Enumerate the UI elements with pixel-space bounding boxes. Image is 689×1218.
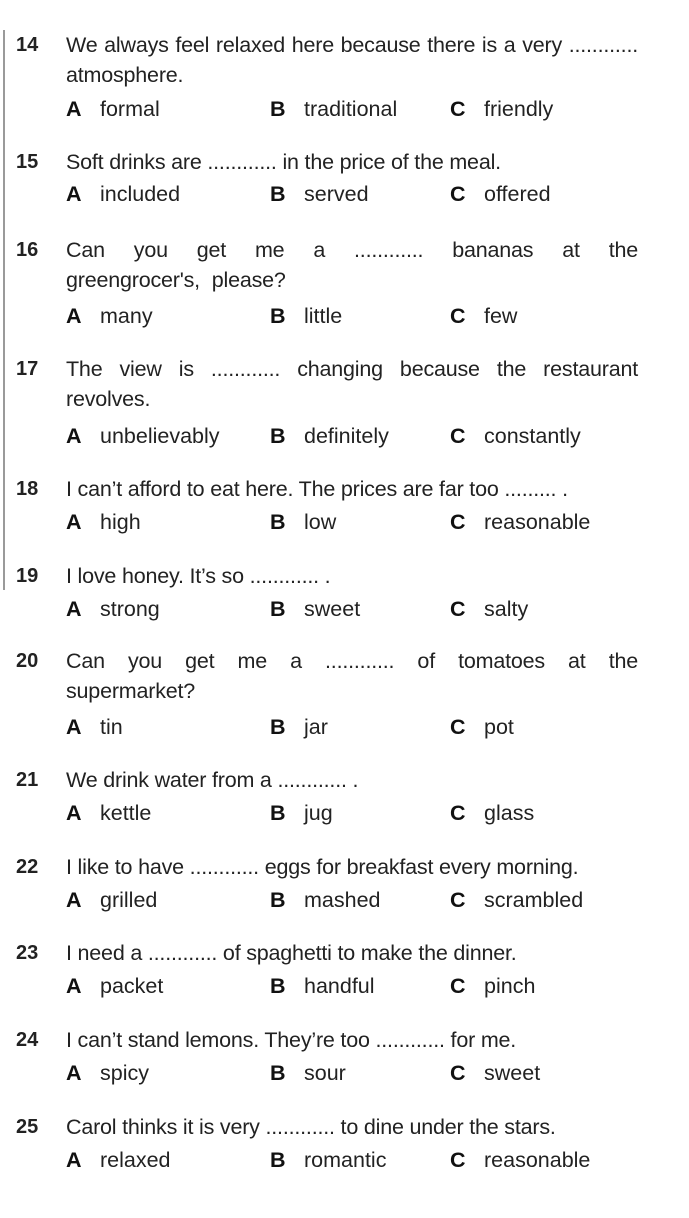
option-b[interactable]: B sour <box>270 1061 346 1085</box>
option-a[interactable]: A packet <box>66 974 164 998</box>
option-c[interactable]: C pot <box>450 715 514 739</box>
question-number: 17 <box>16 358 39 380</box>
options <box>66 301 666 331</box>
question-number: 21 <box>16 769 39 791</box>
option-c[interactable]: C constantly <box>450 424 581 448</box>
question-number: 20 <box>16 650 39 672</box>
question-text: Carol thinks it is very ............ to dine under the stars. <box>66 1115 556 1139</box>
question-number: 25 <box>16 1116 39 1138</box>
question-number: 23 <box>16 942 39 964</box>
question-text: I can’t afford to eat here. The prices are far too ......... . <box>66 477 568 501</box>
question-text: I like to have ............ eggs for breakfast every morning. <box>66 855 579 879</box>
option-a[interactable]: A kettle <box>66 801 152 825</box>
option-a[interactable]: A high <box>66 510 141 534</box>
option-b[interactable]: B definitely <box>270 424 389 448</box>
option-a[interactable]: A grilled <box>66 888 158 912</box>
options <box>66 179 666 209</box>
option-c[interactable]: C friendly <box>450 97 554 121</box>
question-number: 15 <box>16 151 39 173</box>
option-b[interactable]: B low <box>270 510 337 534</box>
options <box>66 885 666 915</box>
options <box>66 1058 666 1088</box>
option-c[interactable]: C salty <box>450 597 529 621</box>
option-b[interactable]: B little <box>270 304 343 328</box>
option-b[interactable]: B served <box>270 182 369 206</box>
option-c[interactable]: C offered <box>450 182 551 206</box>
question-text: I can’t stand lemons. They’re too ............ for me. <box>66 1028 517 1052</box>
option-a[interactable]: A strong <box>66 597 160 621</box>
question-text: Can you get me a ............ bananas at the greengrocer's, please? <box>66 238 638 292</box>
option-b[interactable]: B handful <box>270 974 375 998</box>
question-number: 19 <box>16 565 39 587</box>
option-a[interactable]: A many <box>66 304 153 328</box>
options <box>66 421 666 451</box>
question-text: Soft drinks are ............ in the price of the meal. <box>66 150 501 174</box>
options <box>66 507 666 537</box>
question-text: We always feel relaxed here because there is a very ............ atmosphere. <box>66 33 638 87</box>
question-number: 22 <box>16 856 39 878</box>
question-number: 16 <box>16 239 39 261</box>
question-number: 18 <box>16 478 39 500</box>
options <box>66 712 666 742</box>
option-c[interactable]: C glass <box>450 801 535 825</box>
question-text: We drink water from a ............ . <box>66 768 359 792</box>
option-a[interactable]: A formal <box>66 97 160 121</box>
option-b[interactable]: B traditional <box>270 97 398 121</box>
option-b[interactable]: B romantic <box>270 1148 387 1172</box>
option-c[interactable]: C reasonable <box>450 1148 591 1172</box>
options <box>66 594 666 624</box>
option-c[interactable]: C sweet <box>450 1061 541 1085</box>
question-text: I need a ............ of spaghetti to make the dinner. <box>66 941 517 965</box>
options <box>66 1145 666 1175</box>
option-b[interactable]: B jug <box>270 801 333 825</box>
option-c[interactable]: C scrambled <box>450 888 584 912</box>
options <box>66 94 666 124</box>
option-a[interactable]: A relaxed <box>66 1148 171 1172</box>
option-b[interactable]: B sweet <box>270 597 361 621</box>
option-c[interactable]: C reasonable <box>450 510 591 534</box>
options <box>66 798 666 828</box>
options <box>66 971 666 1001</box>
question-number: 24 <box>16 1029 39 1051</box>
option-a[interactable]: A tin <box>66 715 123 739</box>
question-text: I love honey. It’s so ............ . <box>66 564 331 588</box>
option-c[interactable]: C pinch <box>450 974 536 998</box>
question-number: 14 <box>16 34 39 56</box>
margin-rule <box>3 30 5 590</box>
option-a[interactable]: A included <box>66 182 181 206</box>
option-a[interactable]: A unbelievably <box>66 424 220 448</box>
question-text: Can you get me a ............ of tomatoes at the supermarket? <box>66 649 638 703</box>
option-b[interactable]: B mashed <box>270 888 381 912</box>
option-a[interactable]: A spicy <box>66 1061 149 1085</box>
option-c[interactable]: C few <box>450 304 518 328</box>
question-text: The view is ............ changing because the restaurant revolves. <box>66 357 638 411</box>
option-b[interactable]: B jar <box>270 715 328 739</box>
